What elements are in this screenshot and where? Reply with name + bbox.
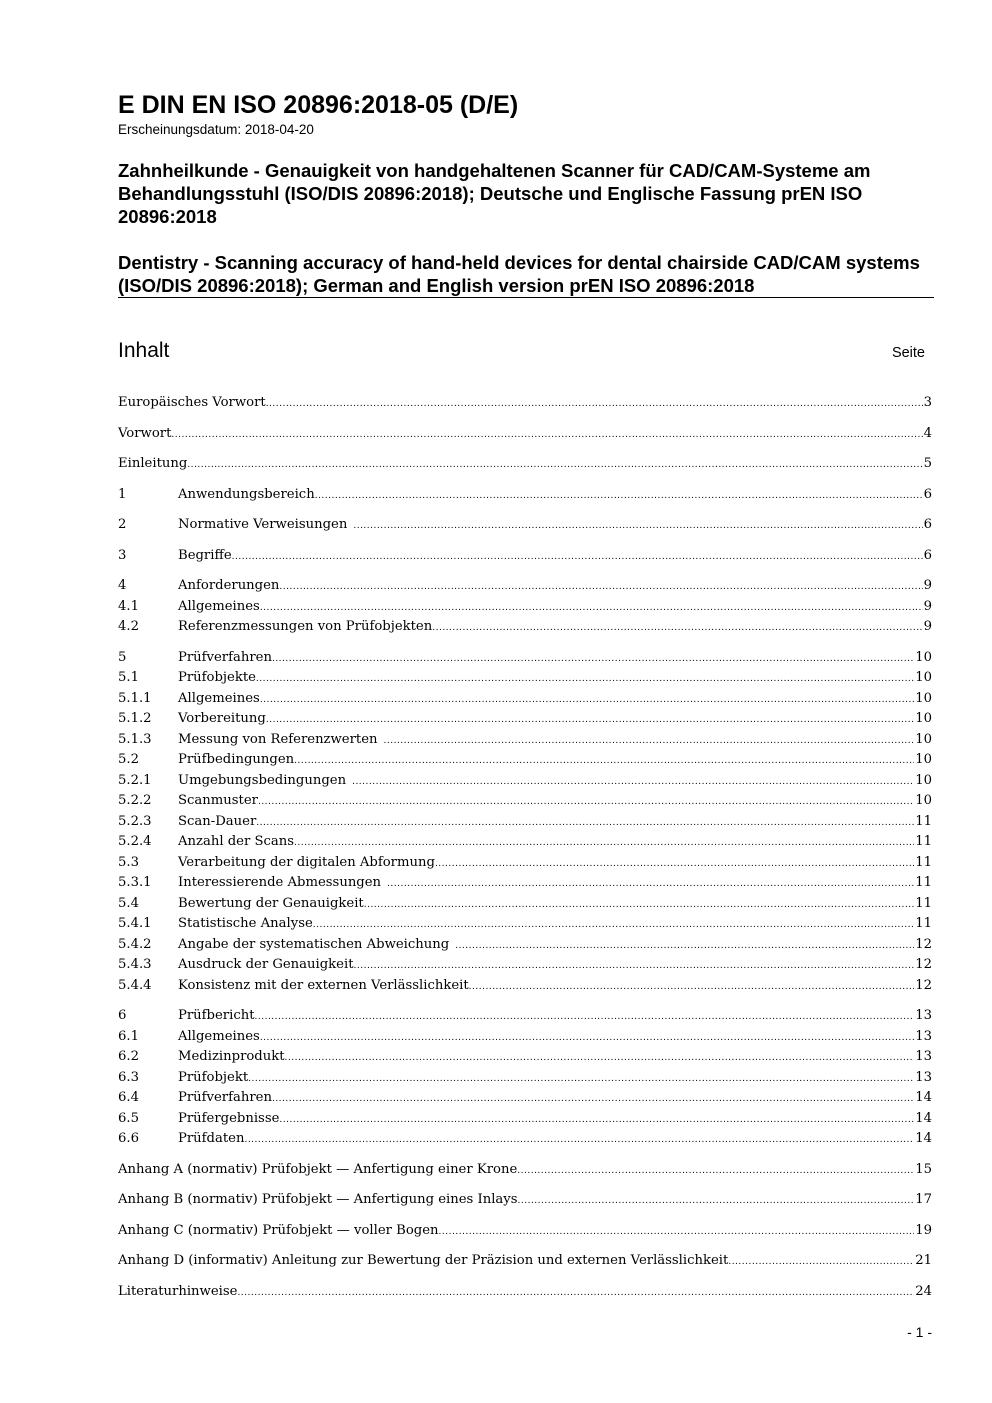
toc-entry-label: Statistische Analyse <box>178 916 313 931</box>
toc-entry-number: 5.4.2 <box>118 936 152 952</box>
toc-entry-number: 5.3.1 <box>118 875 152 890</box>
toc-entry[interactable] <box>118 617 932 638</box>
toc-entry-page: 12 <box>915 977 932 993</box>
toc-entry-number: 4.1 <box>118 598 139 614</box>
toc-entry-label: Bewertung der Genauigkeit <box>178 895 364 911</box>
toc-leader-dots <box>455 936 914 956</box>
toc-entry-number: 5.4.3 <box>118 957 152 972</box>
toc-entry-number: 5.2.1 <box>118 772 152 788</box>
toc-entry-number: 5.2.2 <box>118 793 152 808</box>
toc-leader-dots <box>354 956 915 976</box>
toc-entry-page: 3 <box>923 395 932 410</box>
toc-entry-page: 14 <box>915 1090 932 1105</box>
toc-entry-label: Ausdruck der Genauigkeit <box>178 957 354 972</box>
toc-entry-page: 10 <box>915 731 932 747</box>
toc-entry-label: Angabe der systematischen Abweichung <box>178 936 450 952</box>
toc-entry-page: 14 <box>915 1110 932 1126</box>
toc-entry-page: 10 <box>915 772 932 788</box>
toc-entry[interactable] <box>118 454 932 475</box>
toc-entry-label: Prüfergebnisse <box>178 1110 280 1126</box>
toc-entry-label: Vorbereitung <box>178 711 266 726</box>
toc-leader-dots <box>256 813 914 833</box>
toc-entry-page: 11 <box>915 895 932 911</box>
toc-leader-dots <box>432 618 922 638</box>
toc-leader-dots <box>384 731 915 751</box>
toc-entry[interactable] <box>118 597 932 618</box>
toc-entry-label: Anforderungen <box>178 578 280 593</box>
toc-entry-page: 14 <box>915 1131 932 1146</box>
toc-entry-number: 5.4.1 <box>118 916 152 931</box>
toc-entry-page: 10 <box>915 711 932 726</box>
toc-entry-page: 9 <box>923 619 932 634</box>
toc-entry-page: 17 <box>915 1192 932 1207</box>
toc-entry-page: 13 <box>915 1028 932 1044</box>
publication-date: Erscheinungsdatum: 2018-04-20 <box>118 122 314 137</box>
toc-entry[interactable] <box>118 894 932 915</box>
toc-entry-page: 11 <box>915 854 932 870</box>
toc-entry-label: Anhang B (normativ) Prüfobjekt — Anfertigung eines Inlays <box>118 1192 518 1207</box>
toc-leader-dots <box>285 1048 915 1068</box>
toc-entry-label: Prüfbericht <box>178 1008 255 1023</box>
toc-entry-label: Europäisches Vorwort <box>118 395 266 410</box>
toc-entry-number: 6.6 <box>118 1131 139 1146</box>
toc-entry-number: 6.4 <box>118 1090 139 1105</box>
toc-leader-dots <box>294 751 914 771</box>
toc-entry-label: Anwendungsbereich <box>178 486 315 502</box>
toc-entry-page: 11 <box>915 834 932 849</box>
toc-leader-dots <box>256 669 914 689</box>
toc-entry-page: 10 <box>915 752 932 767</box>
toc-entry-label: Scan-Dauer <box>178 813 257 829</box>
toc-entry[interactable] <box>118 546 932 567</box>
toc-entry-number: 5.1.1 <box>118 690 152 706</box>
toc-entry-page: 5 <box>923 456 932 471</box>
toc-entry-number: 6 <box>118 1008 127 1023</box>
toc-entry[interactable] <box>118 1047 932 1068</box>
toc-leader-dots <box>255 1007 915 1027</box>
toc-entry-page: 6 <box>923 486 932 502</box>
toc-entry-number: 5.4 <box>118 895 139 911</box>
toc-entry-page: 10 <box>915 690 932 706</box>
toc-entry-page: 10 <box>915 670 932 685</box>
toc-entry-number: 5.3 <box>118 854 139 870</box>
german-title: Zahnheilkunde - Genauigkeit von handgehaltenen Scanner für CAD/CAM-Systeme am Behandlungsstuhl (ISO/DIS 20896:2018); Deutsche und Englische Fassung prEN ISO 20896:2018 <box>118 160 871 227</box>
toc-entry[interactable] <box>118 1282 932 1303</box>
toc-entry-page: 24 <box>915 1283 932 1299</box>
toc-entry-label: Normative Verweisungen <box>178 517 348 532</box>
toc-leader-dots <box>266 710 914 730</box>
toc-entry-page: 10 <box>915 649 932 665</box>
toc-leader-dots <box>387 874 914 894</box>
toc-entry[interactable] <box>118 730 932 751</box>
toc-entry-number: 5.1.2 <box>118 711 152 726</box>
toc-entry[interactable] <box>118 424 932 445</box>
toc-entry-page: 13 <box>915 1049 932 1064</box>
toc-entry[interactable] <box>118 576 932 597</box>
toc-entry-page: 21 <box>915 1253 932 1268</box>
toc-leader-dots <box>435 854 914 874</box>
toc-entry-page: 13 <box>915 1069 932 1085</box>
toc-entry-number: 4.2 <box>118 619 139 634</box>
toc-leader-dots <box>469 977 915 997</box>
toc-leader-dots <box>279 577 922 597</box>
toc-entry-label: Prüfdaten <box>178 1131 245 1146</box>
toc-entry-label: Scanmuster <box>178 793 258 808</box>
toc-entry-label: Prüfobjekte <box>178 670 256 685</box>
toc-entry-number: 3 <box>118 547 127 563</box>
toc-entry-page: 9 <box>923 578 932 593</box>
toc-entry[interactable] <box>118 485 932 506</box>
toc-leader-dots <box>266 394 923 414</box>
toc-entry-label: Allgemeines <box>178 1028 260 1044</box>
toc-leader-dots <box>352 772 914 792</box>
toc-entry-page: 6 <box>923 547 932 563</box>
toc-entry-label: Anhang A (normativ) Prüfobjekt — Anfertigung einer Krone <box>118 1161 518 1177</box>
toc-entry-page: 9 <box>923 598 932 614</box>
toc-entry[interactable] <box>118 1027 932 1048</box>
toc-entry[interactable] <box>118 689 932 710</box>
toc-entry[interactable] <box>118 668 932 689</box>
toc-entry-label: Messung von Referenzwerten <box>178 731 378 747</box>
toc-entry-label: Prüfobjekt <box>178 1069 249 1085</box>
toc-entry-label: Verarbeitung der digitalen Abformung <box>178 854 435 870</box>
toc-leader-dots <box>244 1130 914 1150</box>
document-title: E DIN EN ISO 20896:2018-05 (D/E) <box>118 91 519 119</box>
toc-entry-page: 11 <box>915 875 932 890</box>
toc-leader-dots <box>439 1222 915 1242</box>
toc-leader-dots <box>187 455 922 475</box>
toc-entry-page: 12 <box>915 957 932 972</box>
toc-entry-label: Referenzmessungen von Prüfobjekten <box>178 619 433 634</box>
toc-entry[interactable] <box>118 1221 932 1242</box>
toc-entry[interactable] <box>118 832 932 853</box>
page-number: - 1 - <box>907 1324 932 1340</box>
toc-entry[interactable] <box>118 1251 932 1272</box>
toc-entry-number: 2 <box>118 517 127 532</box>
toc-leader-dots <box>272 1089 914 1109</box>
toc-leader-dots <box>248 1069 914 1089</box>
toc-leader-dots <box>728 1252 914 1272</box>
toc-page-column-label: Seite <box>891 345 925 361</box>
toc-entry-number: 5 <box>118 649 127 665</box>
toc-entry-label: Anzahl der Scans <box>178 834 295 849</box>
toc-entry[interactable] <box>118 1068 932 1089</box>
toc-entry[interactable] <box>118 393 932 414</box>
toc-leader-dots <box>260 598 923 618</box>
toc-entry-label: Anhang C (normativ) Prüfobjekt — voller Bogen <box>118 1222 439 1238</box>
toc-entry-label: Allgemeines <box>178 598 260 614</box>
toc-entry-page: 10 <box>915 793 932 808</box>
toc-entry-number: 5.2 <box>118 752 139 767</box>
toc-entry[interactable] <box>118 648 932 669</box>
toc-leader-dots <box>517 1161 914 1181</box>
toc-leader-dots <box>258 792 914 812</box>
toc-entry-label: Interessierende Abmessungen <box>178 875 382 890</box>
toc-leader-dots <box>171 425 922 445</box>
toc-entry[interactable] <box>118 709 932 730</box>
toc-entry[interactable] <box>118 976 932 997</box>
toc-entry-page: 6 <box>923 517 932 532</box>
toc-entry[interactable] <box>118 853 932 874</box>
toc-entry-number: 6.2 <box>118 1049 139 1064</box>
toc-entry-page: 4 <box>923 425 932 441</box>
toc-entry-label: Medizinprodukt <box>178 1049 285 1064</box>
toc-entry-label: Konsistenz mit der externen Verlässlichkeit <box>178 977 469 993</box>
toc-entry-number: 5.2.4 <box>118 834 152 849</box>
toc-entry[interactable] <box>118 914 932 935</box>
toc-entry-number: 4 <box>118 578 127 593</box>
toc-entry[interactable] <box>118 1129 932 1150</box>
toc-leader-dots <box>353 516 922 536</box>
toc-entry-label: Literaturhinweise <box>118 1283 238 1299</box>
toc-leader-dots <box>260 690 914 710</box>
toc-entry[interactable] <box>118 791 932 812</box>
toc-entry-number: 6.5 <box>118 1110 139 1126</box>
toc-entry[interactable] <box>118 812 932 833</box>
toc-entry-label: Begriffe <box>178 547 232 563</box>
toc-entry[interactable] <box>118 1006 932 1027</box>
toc-entry-number: 1 <box>118 486 127 502</box>
table-of-contents <box>118 393 932 1302</box>
toc-leader-dots <box>364 895 915 915</box>
toc-entry-page: 11 <box>915 916 932 931</box>
toc-entry-page: 11 <box>915 813 932 829</box>
toc-entry[interactable] <box>118 873 932 894</box>
toc-entry-label: Anhang D (informativ) Anleitung zur Bewertung der Präzision und externen Verlässlichkeit <box>118 1253 729 1268</box>
toc-entry-number: 5.4.4 <box>118 977 152 993</box>
toc-entry[interactable] <box>118 1160 932 1181</box>
toc-leader-dots <box>237 1283 914 1303</box>
toc-leader-dots <box>315 486 923 506</box>
toc-entry-page: 15 <box>915 1161 932 1177</box>
toc-entry[interactable] <box>118 515 932 536</box>
toc-heading: Inhalt <box>118 339 170 362</box>
toc-entry-page: 19 <box>915 1222 932 1238</box>
toc-entry[interactable] <box>118 750 932 771</box>
toc-entry-label: Einleitung <box>118 456 188 471</box>
toc-leader-dots <box>272 649 914 669</box>
toc-entry-number: 5.2.3 <box>118 813 152 829</box>
toc-entry-label: Umgebungsbedingungen <box>178 772 347 788</box>
english-title: Dentistry - Scanning accuracy of hand-held devices for dental chairside CAD/CAM systems (ISO/DIS 20896:2018); German and English version prEN ISO 20896:2018 <box>118 252 920 296</box>
toc-entry-label: Prüfverfahren <box>178 1090 272 1105</box>
toc-entry[interactable] <box>118 1190 932 1211</box>
toc-leader-dots <box>518 1191 915 1211</box>
toc-leader-dots <box>294 833 914 853</box>
toc-entry-label: Prüfverfahren <box>178 649 272 665</box>
toc-entry-page: 13 <box>915 1008 932 1023</box>
toc-entry-number: 6.3 <box>118 1069 139 1085</box>
toc-leader-dots <box>232 547 923 567</box>
toc-leader-dots <box>260 1028 914 1048</box>
toc-entry-label: Vorwort <box>118 425 172 441</box>
toc-entry-page: 12 <box>915 936 932 952</box>
toc-entry[interactable] <box>118 935 932 956</box>
title-divider <box>118 297 934 298</box>
toc-entry-label: Prüfbedingungen <box>178 752 295 767</box>
toc-entry-number: 5.1.3 <box>118 731 152 747</box>
toc-entry[interactable] <box>118 1109 932 1130</box>
toc-entry[interactable] <box>118 955 932 976</box>
toc-entry[interactable] <box>118 771 932 792</box>
toc-leader-dots <box>313 915 914 935</box>
toc-entry-label: Allgemeines <box>178 690 260 706</box>
toc-entry-number: 5.1 <box>118 670 139 685</box>
toc-entry[interactable] <box>118 1088 932 1109</box>
toc-entry-number: 6.1 <box>118 1028 139 1044</box>
toc-leader-dots <box>279 1110 914 1130</box>
